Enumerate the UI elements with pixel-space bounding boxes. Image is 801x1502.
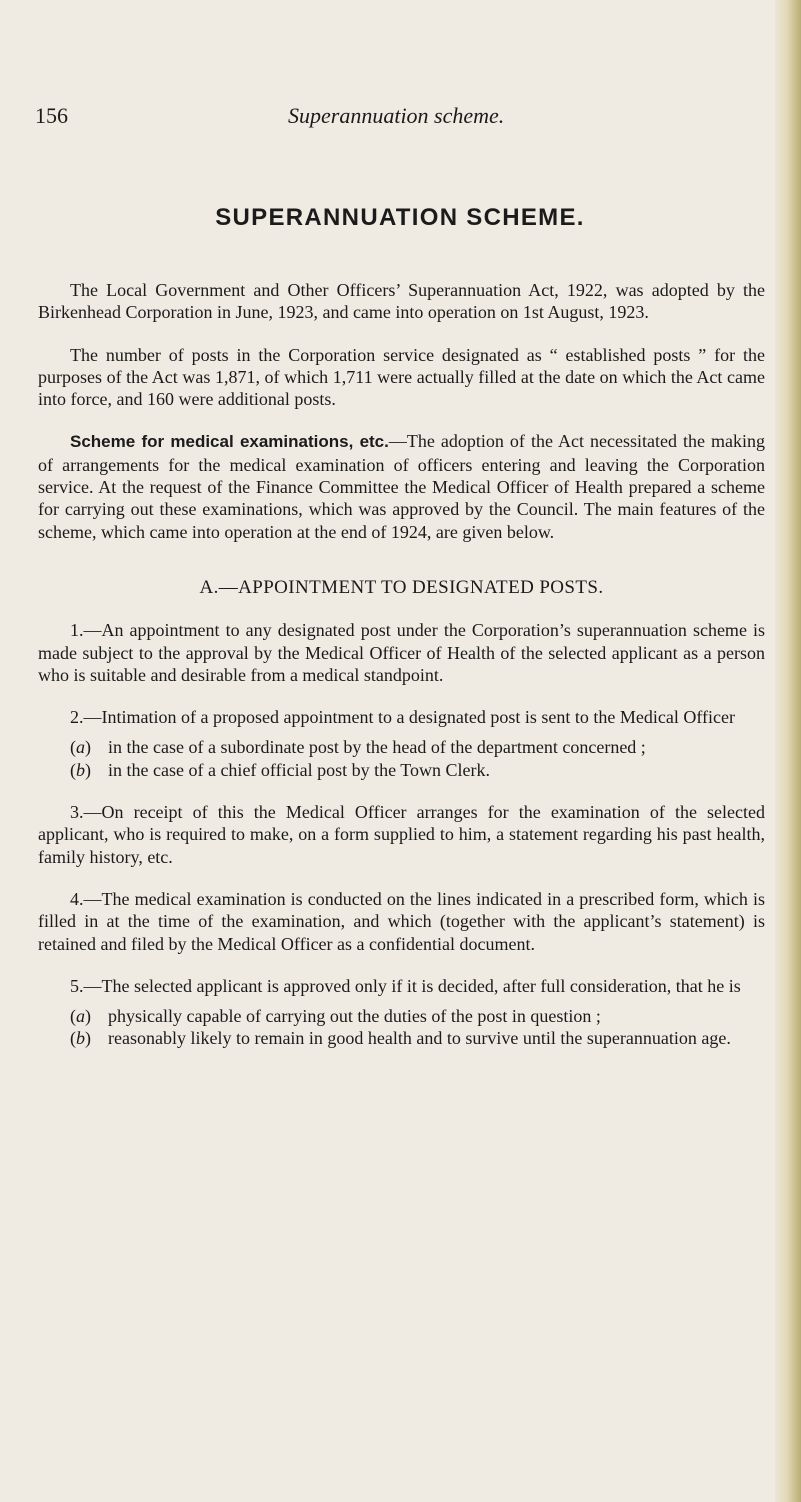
list-item-text: in the case of a subordinate post by the head of the department concerned ; <box>108 737 646 758</box>
medical-scheme-paragraph <box>38 430 765 542</box>
body-text <box>38 279 765 1070</box>
list-item-marker: (b) <box>70 759 91 780</box>
list-item-marker: (a) <box>70 1006 91 1027</box>
medical-scheme-text: —The adoption of the Act necessitated the making of arrangements for the medical examination of officers entering and leaving the Corporation service. At the request of the Finance Committee the Medical Officer of Health prepared a scheme for carrying out these examinations, which was approved by the Council. The main features of the scheme, which came into operation at the end of 1924, are given below. <box>38 431 766 542</box>
page-header <box>35 103 765 133</box>
list-item <box>38 1027 765 1049</box>
list-item-text: in the case of a chief official post by the Town Clerk. <box>108 759 490 780</box>
section-a-paragraph-4: 4.—The medical examination is conducted on the lines indicated in a prescribed form, which is filled in at the time of the examination, and which (together with the applicant’s statement) is retained and filed by the Medical Officer as a confidential document. <box>38 888 765 954</box>
list-item-marker: (a) <box>70 737 91 758</box>
section-a-heading: A.—APPOINTMENT TO DESIGNATED POSTS. <box>199 576 604 598</box>
list-item <box>38 759 765 781</box>
section-a-paragraph-2: 2.—Intimation of a proposed appointment to a designated post is sent to the Medical Officer <box>70 707 736 728</box>
paragraph-5-list <box>38 1005 765 1050</box>
page-edge <box>775 0 801 1502</box>
intro-paragraph-1: The Local Government and Other Officers’ Superannuation Act, 1922, was adopted by the Birkenhead Corporation in June, 1923, and came into operation on 1st August, 1923. <box>38 280 765 323</box>
paragraph-2-list <box>38 736 765 781</box>
list-item-text: physically capable of carrying out the duties of the post in question ; <box>108 1006 601 1027</box>
running-title: Superannuation scheme. <box>288 103 505 128</box>
section-a-paragraph-1: 1.—An appointment to any designated post under the Corporation’s superannuation scheme is made subject to the approval by the Medical Officer of Health of the selected applicant as a person who is suitable and desirable from a medical standpoint. <box>38 620 765 685</box>
page-number: 156 <box>35 103 68 128</box>
section-a-paragraph-5: 5.—The selected applicant is approved only if it is decided, after full consideration, that he is <box>70 975 741 996</box>
page-title: SUPERANNUATION SCHEME. <box>215 204 585 231</box>
section-a-paragraph-3: 3.—On receipt of this the Medical Officer arranges for the examination of the selected applicant, who is required to make, on a form supplied to him, a statement regarding his past health, family history, etc. <box>38 802 765 867</box>
intro-paragraph-2: The number of posts in the Corporation service designated as “ established posts ” for the purposes of the Act was 1,871, of which 1,711 were actually filled at the date on which the Act came into force, and 160 were additional posts. <box>38 344 765 410</box>
list-item-text: reasonably likely to remain in good health and to survive until the superannuation age. <box>108 1028 731 1049</box>
list-item <box>38 1005 765 1027</box>
list-item <box>38 736 765 758</box>
medical-scheme-lead: Scheme for medical examinations, etc. <box>70 432 389 452</box>
list-item-marker: (b) <box>70 1028 91 1049</box>
